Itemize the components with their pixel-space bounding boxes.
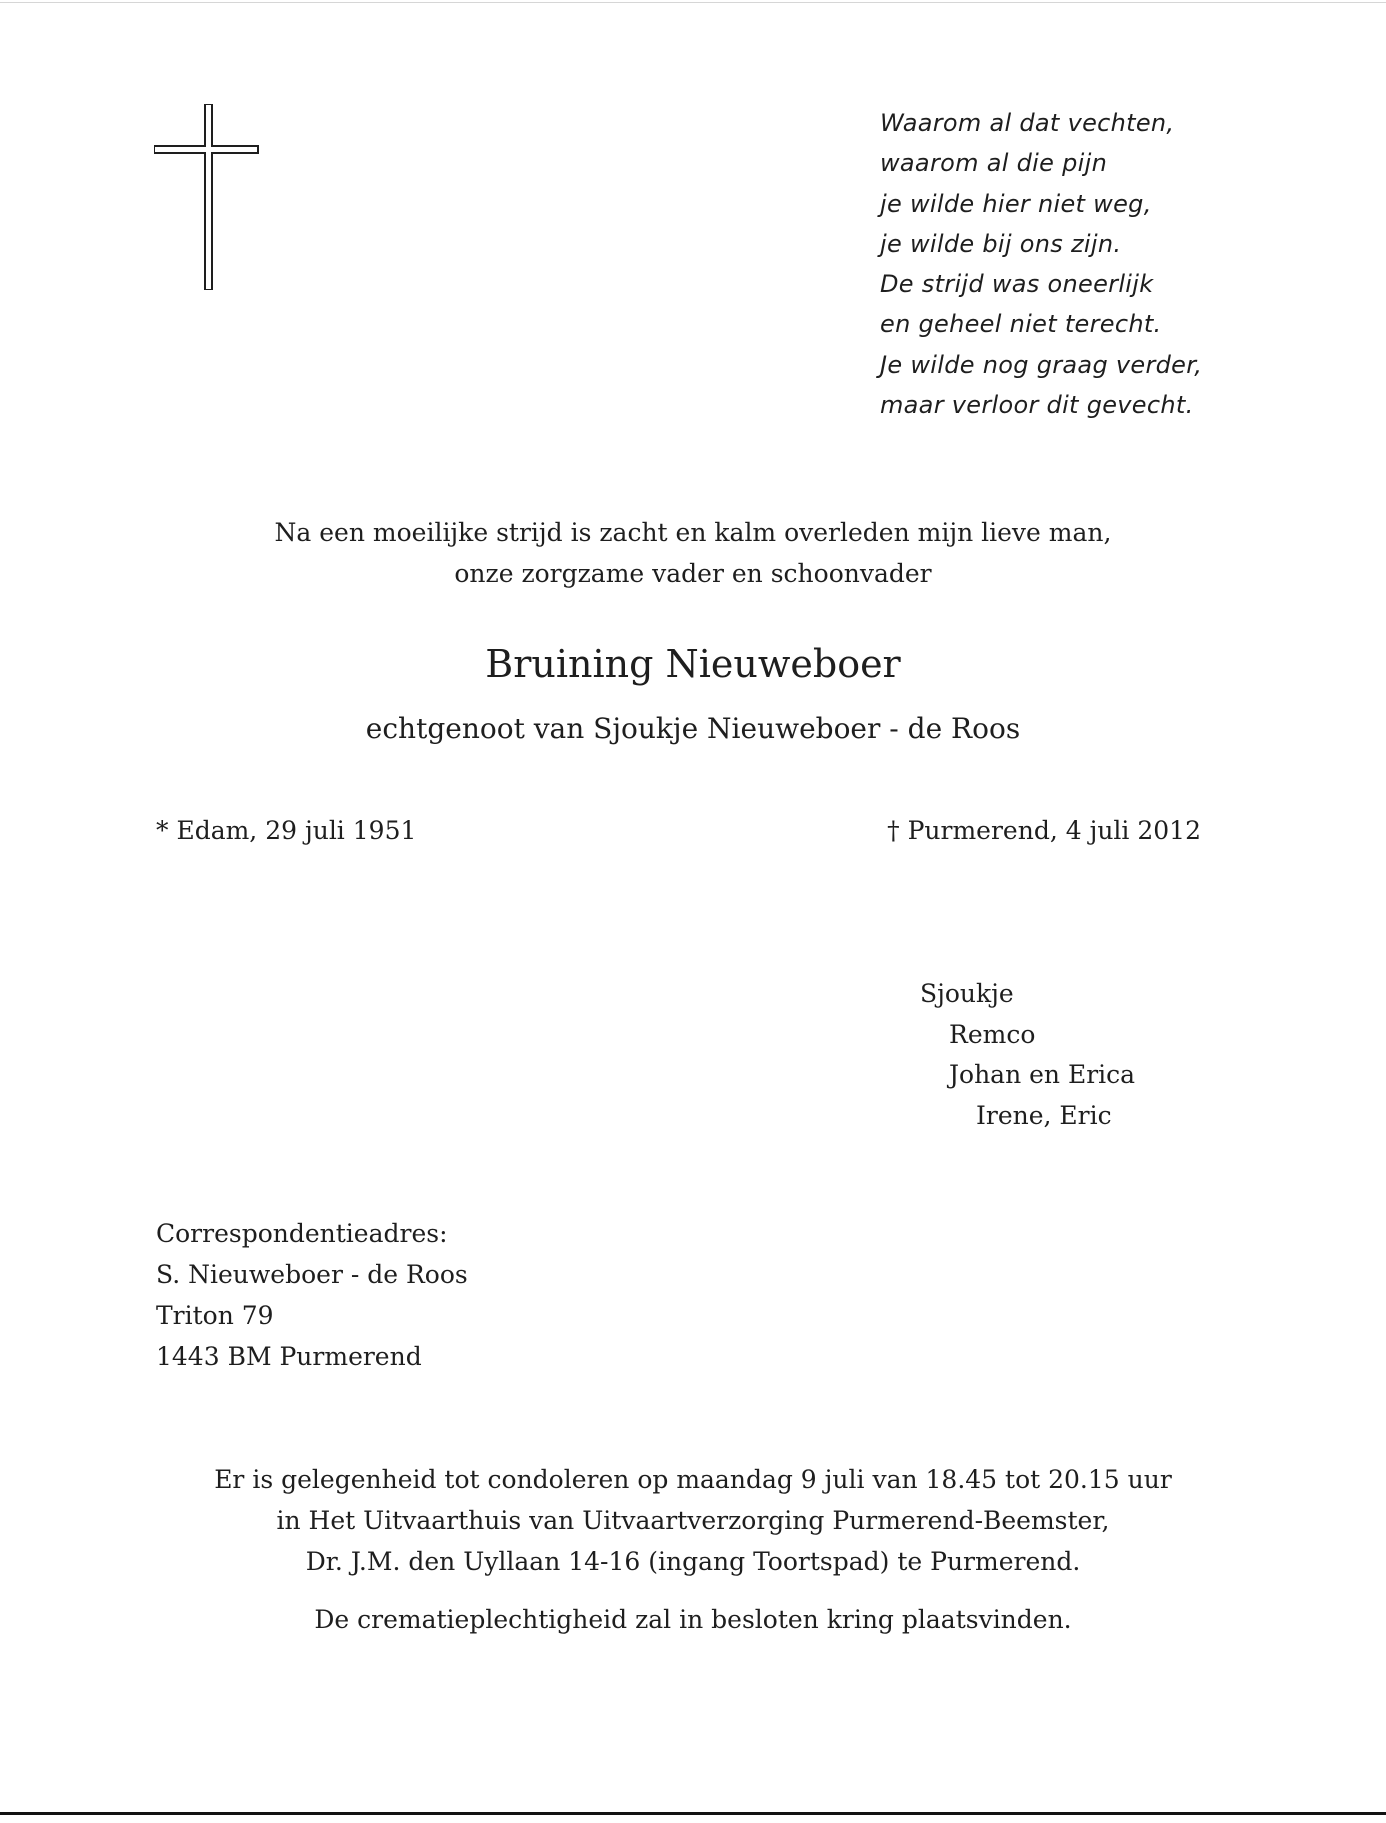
spouse-line: echtgenoot van Sjoukje Nieuweboer - de Roos [365, 712, 1021, 745]
address-name: S. Nieuweboer - de Roos [156, 1260, 468, 1289]
page-bottom-edge [0, 1812, 1386, 1815]
family-member: Johan en Erica [949, 1060, 1136, 1090]
announcement-intro [0, 512, 1386, 594]
poem-line: De strijd was oneerlijk [880, 270, 1154, 299]
page-top-edge [0, 2, 1386, 3]
poem-line: Waarom al dat vechten, [880, 109, 1175, 137]
deceased-name: Bruining Nieuweboer [485, 642, 901, 686]
address-street: Triton 79 [156, 1301, 274, 1330]
condolence-info [0, 1459, 1386, 1582]
cross-icon [154, 104, 260, 290]
address-city: 1443 BM Purmerend [156, 1342, 422, 1371]
poem-line: waarom al die pijn [880, 149, 1108, 178]
condolence-line: Er is gelegenheid tot condoleren op maandag 9 juli van 18.45 tot 20.15 uur [214, 1465, 1172, 1494]
poem-line: je wilde hier niet weg, [880, 189, 1152, 218]
condolence-line: Dr. J.M. den Uyllaan 14-16 (ingang Toortspad) te Purmerend. [305, 1547, 1081, 1576]
intro-line: onze zorgzame vader en schoonvader [454, 559, 932, 588]
intro-line: Na een moeilijke strijd is zacht en kalm overleden mijn lieve man, [274, 518, 1112, 547]
poem-line: Je wilde nog graag verder, [880, 350, 1203, 379]
address-label: Correspondentieadres: [156, 1219, 448, 1248]
poem-line: en geheel niet terecht. [880, 310, 1162, 339]
correspondence-address [156, 1213, 468, 1377]
birth-date: * Edam, 29 juli 1951 [156, 816, 417, 845]
family-list [920, 974, 1135, 1137]
family-member: Irene, Eric [976, 1101, 1112, 1131]
poem [880, 103, 1320, 425]
poem-line: je wilde bij ons zijn. [880, 229, 1122, 258]
death-date: † Purmerend, 4 juli 2012 [887, 816, 1201, 845]
family-member: Sjoukje [920, 979, 1014, 1008]
family-member: Remco [949, 1019, 1036, 1049]
poem-line: maar verloor dit gevecht. [880, 391, 1194, 420]
cremation-notice: De crematieplechtigheid zal in besloten kring plaatsvinden. [314, 1605, 1072, 1634]
condolence-line: in Het Uitvaarthuis van Uitvaartverzorging Purmerend-Beemster, [276, 1506, 1110, 1535]
